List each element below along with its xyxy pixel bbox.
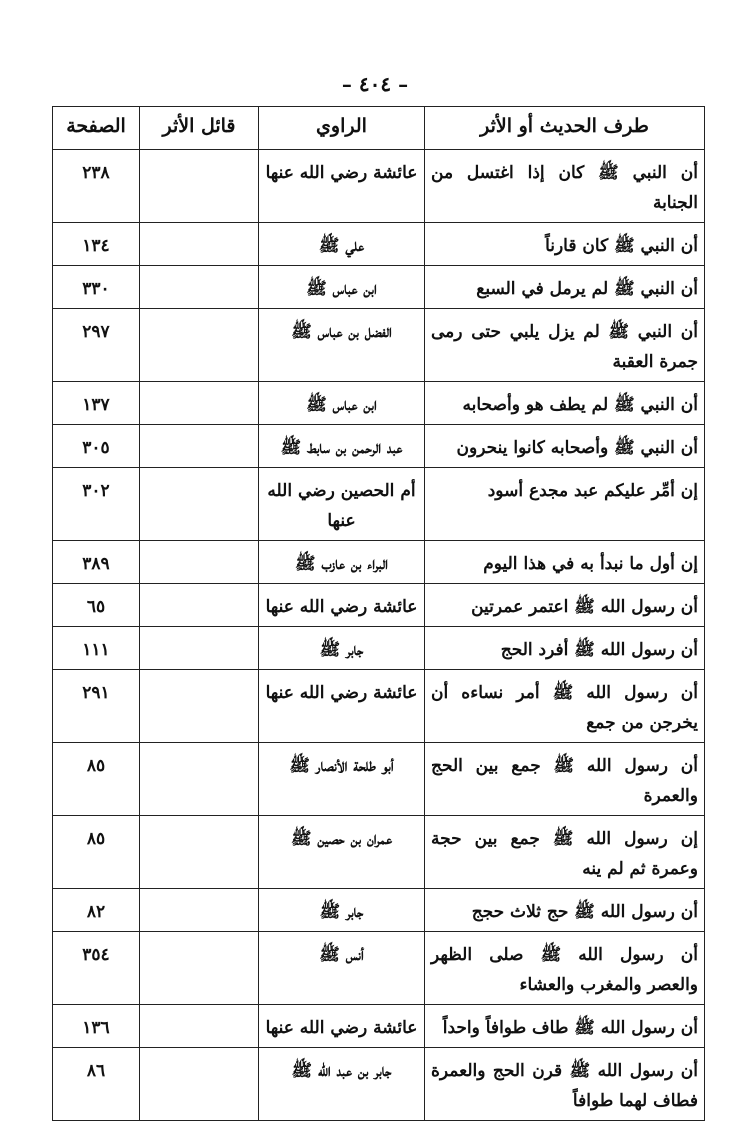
table-row [53, 584, 705, 627]
table-row [53, 382, 705, 425]
header-hadith: طرف الحديث أو الأثر [425, 107, 705, 150]
narrator-cell: أنس ﷺ [259, 932, 425, 1005]
hadith-cell: إن أول ما نبدأ به في هذا اليوم [425, 541, 705, 584]
speaker-cell [140, 670, 259, 743]
page-cell: ٨٥ [53, 816, 140, 889]
page-cell: ١٣٧ [53, 382, 140, 425]
page-cell: ٣٠٥ [53, 425, 140, 468]
narrator-cell: عائشة رضي الله عنها [259, 584, 425, 627]
table-header [53, 107, 705, 150]
page-cell: ٢٩١ [53, 670, 140, 743]
speaker-cell [140, 1005, 259, 1048]
hadith-cell: أن النبي ﷺ لم يطف هو وأصحابه [425, 382, 705, 425]
hadith-cell: أن النبي ﷺ كان إذا اغتسل من الجنابة [425, 150, 705, 223]
page-number: – ٤٠٤ – [341, 72, 409, 96]
narrator-cell: علي ﷺ [259, 223, 425, 266]
header-narrator: الراوي [259, 107, 425, 150]
speaker-cell [140, 889, 259, 932]
hadith-cell: أن رسول الله ﷺ صلى الظهر والعصر والمغرب والعشاء [425, 932, 705, 1005]
table-row [53, 425, 705, 468]
table-row [53, 266, 705, 309]
table-row [53, 889, 705, 932]
speaker-cell [140, 541, 259, 584]
table-row [53, 541, 705, 584]
narrator-cell: ابن عباس ﷺ [259, 382, 425, 425]
table-row [53, 150, 705, 223]
speaker-cell [140, 425, 259, 468]
narrator-cell: أم الحصين رضي الله عنها [259, 468, 425, 541]
hadith-cell: إن رسول الله ﷺ جمع بين حجة وعمرة ثم لم ينه [425, 816, 705, 889]
hadith-cell: أن رسول الله ﷺ طاف طوافاً واحداً [425, 1005, 705, 1048]
speaker-cell [140, 627, 259, 670]
narrator-cell: جابر ﷺ [259, 889, 425, 932]
narrator-cell: عائشة رضي الله عنها [259, 1005, 425, 1048]
hadith-cell: أن النبي ﷺ لم يرمل في السبع [425, 266, 705, 309]
page-cell: ٢٣٨ [53, 150, 140, 223]
table-row [53, 309, 705, 382]
page-cell: ٨٦ [53, 1048, 140, 1121]
page-cell: ٨٥ [53, 743, 140, 816]
narrator-cell: ابن عباس ﷺ [259, 266, 425, 309]
hadith-cell: أن رسول الله ﷺ أفرد الحج [425, 627, 705, 670]
table-row [53, 816, 705, 889]
page-cell: ٣٨٩ [53, 541, 140, 584]
header-speaker: قائل الأثر [140, 107, 259, 150]
table-row [53, 1005, 705, 1048]
table-row [53, 670, 705, 743]
table-body [53, 150, 705, 1121]
page-cell: ١١١ [53, 627, 140, 670]
narrator-cell: عائشة رضي الله عنها [259, 670, 425, 743]
hadith-cell: أن رسول الله ﷺ جمع بين الحج والعمرة [425, 743, 705, 816]
narrator-cell: عبد الرحمن بن سابط ﷺ [259, 425, 425, 468]
hadith-cell: أن النبي ﷺ لم يزل يلبي حتى رمى جمرة العقبة [425, 309, 705, 382]
page-cell: ٣٣٠ [53, 266, 140, 309]
narrator-cell: جابر ﷺ [259, 627, 425, 670]
table-row [53, 743, 705, 816]
speaker-cell [140, 382, 259, 425]
speaker-cell [140, 584, 259, 627]
page-cell: ١٣٤ [53, 223, 140, 266]
speaker-cell [140, 150, 259, 223]
hadith-cell: أن النبي ﷺ وأصحابه كانوا ينحرون [425, 425, 705, 468]
speaker-cell [140, 1048, 259, 1121]
hadith-cell: أن رسول الله ﷺ قرن الحج والعمرة فطاف لهما طوافاً [425, 1048, 705, 1121]
hadith-index-table [52, 106, 705, 1121]
narrator-cell: جابر بن عبد الله ﷺ [259, 1048, 425, 1121]
page-cell: ١٣٦ [53, 1005, 140, 1048]
narrator-cell: عائشة رضي الله عنها [259, 150, 425, 223]
table-row [53, 932, 705, 1005]
narrator-cell: عمران بن حصين ﷺ [259, 816, 425, 889]
hadith-cell: إن أمِّر عليكم عبد مجدع أسود [425, 468, 705, 541]
speaker-cell [140, 223, 259, 266]
page-cell: ٢٩٧ [53, 309, 140, 382]
speaker-cell [140, 743, 259, 816]
page-cell: ٣٠٢ [53, 468, 140, 541]
page-cell: ٦٥ [53, 584, 140, 627]
header-page: الصفحة [53, 107, 140, 150]
narrator-cell: الفضل بن عباس ﷺ [259, 309, 425, 382]
speaker-cell [140, 309, 259, 382]
page-cell: ٨٢ [53, 889, 140, 932]
speaker-cell [140, 932, 259, 1005]
table-row [53, 223, 705, 266]
table-row [53, 1048, 705, 1121]
speaker-cell [140, 816, 259, 889]
speaker-cell [140, 266, 259, 309]
hadith-cell: أن رسول الله ﷺ اعتمر عمرتين [425, 584, 705, 627]
hadith-cell: أن النبي ﷺ كان قارناً [425, 223, 705, 266]
hadith-cell: أن رسول الله ﷺ أمر نساءه أن يخرجن من جمع [425, 670, 705, 743]
speaker-cell [140, 468, 259, 541]
hadith-cell: أن رسول الله ﷺ حج ثلاث حجج [425, 889, 705, 932]
table-row [53, 468, 705, 541]
narrator-cell: البراء بن عازب ﷺ [259, 541, 425, 584]
table-row [53, 627, 705, 670]
narrator-cell: أبو طلحة الأنصار ﷺ [259, 743, 425, 816]
header-row [53, 107, 705, 150]
page-cell: ٣٥٤ [53, 932, 140, 1005]
